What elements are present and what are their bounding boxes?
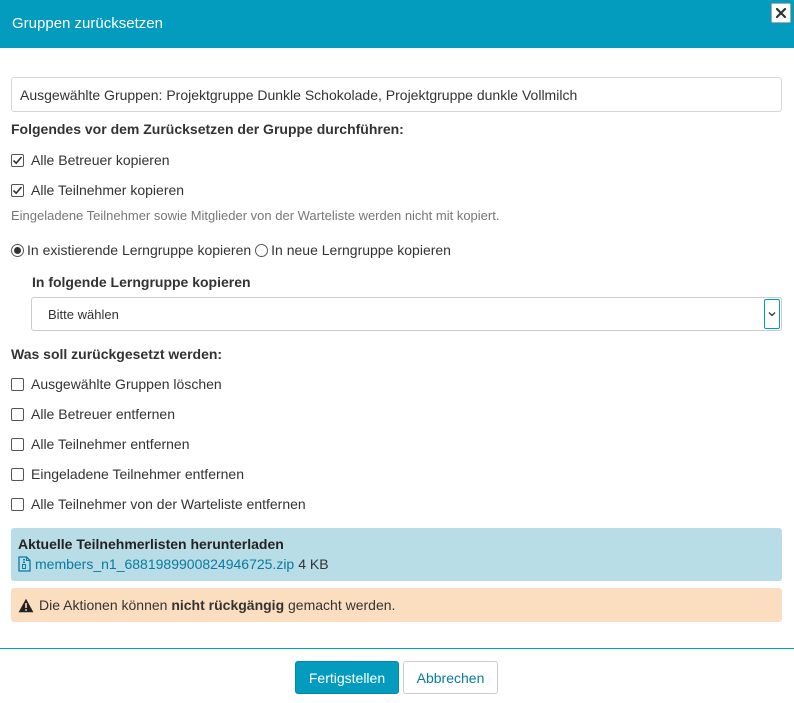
reset-items-heading: Was soll zurückgesetzt werden: — [11, 346, 223, 362]
file-size: 4 KB — [298, 556, 329, 572]
cancel-button[interactable]: Abbrechen — [403, 661, 498, 694]
before-reset-heading: Folgendes vor dem Zurücksetzen der Gruppe durchführen: — [11, 121, 404, 137]
checkbox-box[interactable] — [11, 498, 24, 511]
checkbox-box[interactable] — [11, 378, 24, 391]
remove-participants-checkbox[interactable] — [11, 435, 190, 453]
warning-emphasis: nicht rückgängig — [171, 597, 285, 613]
checkmark-icon — [12, 155, 23, 166]
dropdown-toggle[interactable] — [764, 299, 780, 329]
radio-label: In neue Lerngruppe kopieren — [271, 242, 451, 258]
warning-text — [39, 597, 395, 613]
close-button[interactable] — [771, 3, 791, 23]
select-value: Bitte wählen — [48, 307, 119, 322]
footer-divider — [0, 648, 794, 649]
warning-prefix: Die Aktionen können — [39, 597, 168, 613]
checkbox-box[interactable] — [11, 184, 24, 197]
close-icon — [776, 8, 786, 18]
copy-participants-checkbox[interactable] — [11, 181, 184, 199]
delete-groups-checkbox[interactable] — [11, 375, 222, 393]
checkbox-box[interactable] — [11, 154, 24, 167]
radio-existing-group[interactable] — [11, 242, 251, 258]
radio-label: In existierende Lerngruppe kopieren — [27, 242, 252, 258]
checkbox-box[interactable] — [11, 438, 24, 451]
checkbox-label: Eingeladene Teilnehmer entfernen — [31, 466, 245, 482]
warning-triangle-icon — [18, 598, 34, 613]
dialog-header — [0, 0, 794, 48]
target-group-select[interactable] — [31, 297, 782, 331]
copy-coaches-checkbox[interactable] — [11, 151, 170, 169]
target-group-label: In folgende Lerngruppe kopieren — [32, 274, 251, 290]
dialog-title: Gruppen zurücksetzen — [12, 15, 163, 32]
selected-groups-field: Ausgewählte Gruppen: Projektgruppe Dunkle Schokolade, Projektgruppe dunkle Vollmilch — [11, 77, 782, 112]
warning-suffix: gemacht werden. — [288, 597, 396, 613]
copy-hint-text: Eingeladene Teilnehmer sowie Mitglieder von der Warteliste werden nicht mit kopiert. — [11, 208, 500, 223]
remove-coaches-checkbox[interactable] — [11, 405, 175, 423]
radio-dot — [14, 247, 21, 254]
download-row — [18, 556, 329, 572]
download-file-link[interactable]: members_n1_6881989900824946725.zip — [35, 556, 295, 572]
remove-waitlist-checkbox[interactable] — [11, 495, 306, 513]
checkbox-label: Alle Teilnehmer von der Warteliste entfernen — [31, 496, 306, 512]
radio-button[interactable] — [255, 244, 268, 257]
file-zip-icon — [18, 556, 31, 572]
radio-button[interactable] — [11, 244, 24, 257]
checkmark-icon — [12, 185, 23, 196]
checkbox-label: Alle Betreuer entfernen — [31, 406, 175, 422]
warning-box — [11, 588, 782, 622]
checkbox-label: Alle Teilnehmer kopieren — [31, 182, 185, 198]
checkbox-label: Ausgewählte Gruppen löschen — [31, 376, 222, 392]
download-title: Aktuelle Teilnehmerlisten herunterladen — [18, 536, 284, 552]
remove-invited-checkbox[interactable] — [11, 465, 244, 483]
copy-target-radio-group — [11, 241, 451, 259]
checkbox-box[interactable] — [11, 468, 24, 481]
finish-button[interactable]: Fertigstellen — [295, 661, 399, 694]
chevron-down-icon — [768, 311, 776, 317]
checkbox-label: Alle Betreuer kopieren — [31, 152, 170, 168]
checkbox-box[interactable] — [11, 408, 24, 421]
checkbox-label: Alle Teilnehmer entfernen — [31, 436, 190, 452]
radio-new-group[interactable] — [255, 242, 451, 258]
download-info-box — [11, 528, 782, 581]
